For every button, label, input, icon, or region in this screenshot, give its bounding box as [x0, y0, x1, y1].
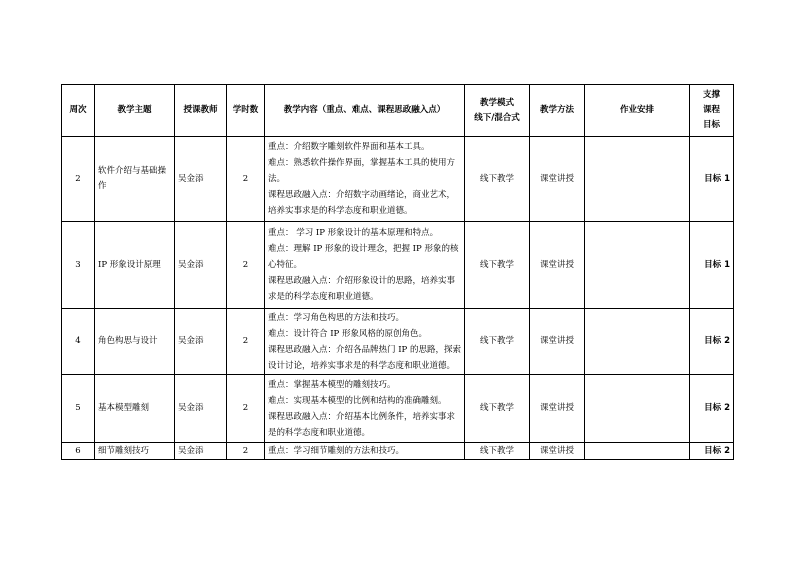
teacher-cell: 吴金添	[175, 443, 227, 460]
content-line: 课程思政融入点：介绍形象设计的思路，培养实事求是的科学态度和职业道德。	[268, 276, 456, 302]
content-line: 课程思政融入点：介绍各品牌热门 IP 的思路，探索设计讨论，培养实事求是的科学态度和职业道德。	[268, 344, 461, 371]
content-line: 重点： 学习 IP 形象设计的基本原理和特点。	[268, 228, 439, 238]
homework-cell	[585, 309, 690, 375]
header-support-line2: 课程	[702, 105, 720, 115]
content-line: 难点：理解 IP 形象的设计理念，把握 IP 形象的核心特征。	[268, 244, 459, 270]
header-row	[62, 85, 734, 137]
hours-cell: 2	[227, 375, 265, 443]
goal-cell: 目标 2	[690, 309, 734, 375]
week-cell: 2	[62, 137, 95, 222]
theme-cell: 基本模型雕刻	[95, 375, 175, 443]
week-cell: 3	[62, 222, 95, 309]
week-cell: 4	[62, 309, 95, 375]
mode-cell: 线下教学	[465, 222, 530, 309]
homework-cell	[585, 222, 690, 309]
theme-cell: 细节雕刻技巧	[95, 443, 175, 460]
header-homework: 作业安排	[585, 85, 690, 137]
hours-cell: 2	[227, 222, 265, 309]
homework-cell	[585, 137, 690, 222]
content-cell	[265, 309, 465, 375]
mode-cell: 线下教学	[465, 137, 530, 222]
header-mode-line2: 线下/混合式	[474, 112, 520, 123]
mode-cell: 线下教学	[465, 375, 530, 443]
content-cell	[265, 137, 465, 222]
goal-cell: 目标 1	[690, 137, 734, 222]
table-row	[62, 375, 734, 443]
content-line: 难点：熟悉软件操作界面，掌握基本工具的使用方法。	[268, 158, 456, 184]
method-cell: 课堂讲授	[530, 309, 585, 375]
content-cell	[265, 443, 465, 460]
header-theme: 教学主题	[95, 85, 175, 137]
content-line: 难点：实现基本模型的比例和结构的准确雕刻。	[268, 395, 447, 406]
header-teacher: 授课教师	[175, 85, 227, 137]
header-support	[690, 85, 734, 137]
teacher-cell: 吴金添	[175, 137, 227, 222]
goal-cell: 目标 2	[690, 443, 734, 460]
teaching-plan-table	[61, 84, 734, 460]
content-line: 难点：设计符合 IP 形象风格的原创角色。	[268, 328, 427, 339]
content-line: 重点：介绍数字雕刻软件界面和基本工具。	[268, 142, 430, 152]
mode-cell: 线下教学	[465, 309, 530, 375]
method-cell: 课堂讲授	[530, 222, 585, 309]
content-cell	[265, 375, 465, 443]
hours-cell: 2	[227, 443, 265, 460]
header-hours: 学时数	[227, 85, 265, 137]
theme-cell: 软件介绍与基础操作	[95, 137, 175, 222]
content-line: 重点：学习角色构思的方法和技巧。	[268, 312, 405, 323]
teacher-cell: 吴金添	[175, 375, 227, 443]
hours-cell: 2	[227, 137, 265, 222]
table-row	[62, 222, 734, 309]
method-cell: 课堂讲授	[530, 375, 585, 443]
content-line: 课程思政融入点：介绍数字动画绪论，商业艺术，培养实事求是的科学态度和职业道德。	[268, 190, 456, 216]
theme-cell: 角色构思与设计	[95, 309, 175, 375]
header-mode-line1: 教学模式	[479, 97, 514, 108]
header-support-line1: 支撑	[702, 90, 720, 100]
content-line: 课程思政融入点：介绍基本比例条件，培养实事求是的科学态度和职业道德。	[268, 411, 456, 438]
header-content: 教学内容（重点、难点、课程思政融入点）	[265, 85, 465, 137]
method-cell: 课堂讲授	[530, 137, 585, 222]
goal-cell: 目标 2	[690, 375, 734, 443]
homework-cell	[585, 443, 690, 460]
goal-cell: 目标 1	[690, 222, 734, 309]
hours-cell: 2	[227, 309, 265, 375]
week-cell: 6	[62, 443, 95, 460]
header-week: 周次	[62, 85, 95, 137]
table-row	[62, 309, 734, 375]
table-row	[62, 443, 734, 460]
mode-cell: 线下教学	[465, 443, 530, 460]
homework-cell	[585, 375, 690, 443]
content-line: 重点：学习细节雕刻的方法和技巧。	[268, 446, 405, 456]
table-body	[62, 137, 734, 460]
week-cell: 5	[62, 375, 95, 443]
header-support-line3: 目标	[702, 120, 720, 130]
header-mode	[465, 85, 530, 137]
header-method: 教学方法	[530, 85, 585, 137]
content-cell	[265, 222, 465, 309]
content-line: 重点：掌握基本模型的雕刻技巧。	[268, 379, 396, 390]
teacher-cell: 吴金添	[175, 222, 227, 309]
table-row	[62, 137, 734, 222]
theme-cell: IP 形象设计原理	[95, 222, 175, 309]
teacher-cell: 吴金添	[175, 309, 227, 375]
method-cell: 课堂讲授	[530, 443, 585, 460]
